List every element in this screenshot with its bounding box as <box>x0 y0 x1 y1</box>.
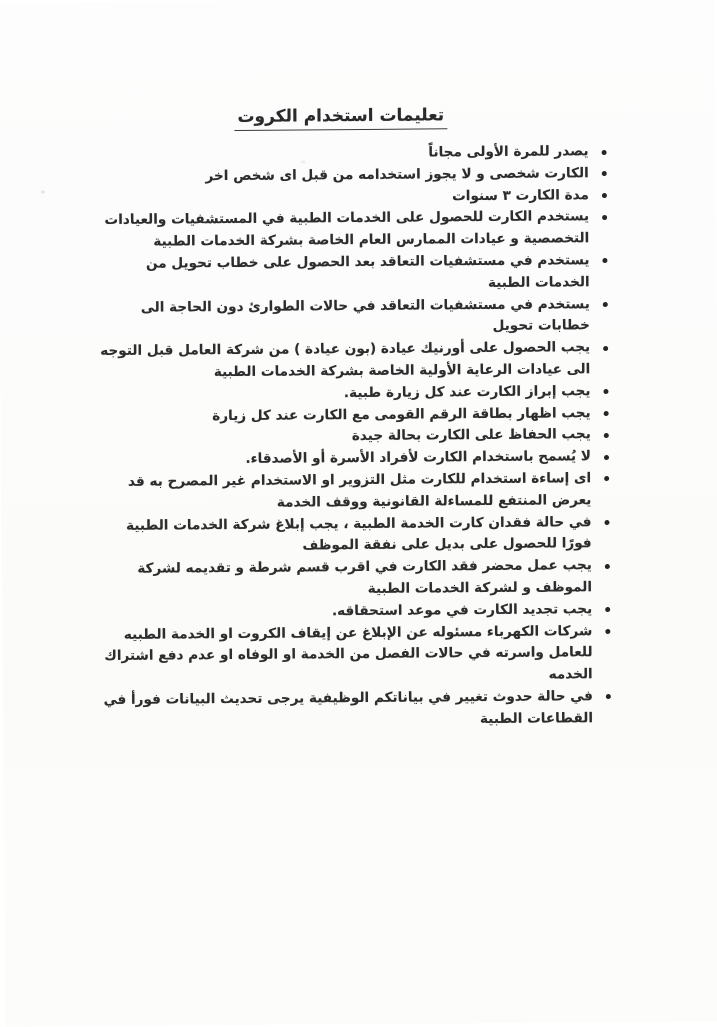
list-item <box>90 250 608 298</box>
bullet-dot-icon <box>605 476 610 481</box>
list-item <box>91 337 609 385</box>
bullet-dot-icon <box>605 520 610 525</box>
list-item-text: يجب الحصول على أورنيك عيادة (بون عيادة ) من شركة العامل قبل التوجه الى عيادات الرعاية الأولية الخاصة بشركة الخدمات الطبية <box>101 339 592 381</box>
list-item-text: يصدر للمرة الأولى مجاناً <box>429 143 590 161</box>
bullet-dot-icon <box>604 346 609 351</box>
list-item-text: اى إساءة استخدام للكارت مثل التزوير او الاستخدام غير المصرح به قد يعرض المنتفع للمساءلة القانونية ووقف الخدمة <box>128 470 593 511</box>
bullet-dot-icon <box>603 150 608 155</box>
bullet-dot-icon <box>606 564 611 569</box>
bullet-dot-icon <box>605 455 610 460</box>
list-item-text: يجب اظهار بطاقة الرقم القومى مع الكارت عند كل زيارة <box>213 404 592 424</box>
list-item <box>92 468 610 516</box>
list-item <box>90 206 608 254</box>
bullet-dot-icon <box>606 607 611 612</box>
bullet-dot-icon <box>603 193 608 198</box>
list-item-text: يجب تجديد الكارت في موعد استحقاقه. <box>332 600 594 619</box>
bullet-dot-icon <box>606 629 611 634</box>
list-item-text: يستخدم الكارت للحصول على الخدمات الطبية في المستشفيات والعيادات التخصصية و عيادات الممارس العام الخاصة بشركة الخدمات الطبية <box>105 208 591 250</box>
list-item <box>92 512 610 560</box>
list-item-text: يجب الحفاظ على الكارت بحالة جيدة <box>352 426 592 445</box>
list-item-text: يستخدم في مستشفيات التعاقد بعد الحصول على خطاب تحويل من الخدمات الطبية <box>146 252 591 291</box>
bullet-dot-icon <box>604 389 609 394</box>
list-item-text: الكارت شخصى و لا يجوز استخدامه من قبل اى شخص اخر <box>206 164 590 184</box>
list-item <box>93 621 611 690</box>
list-item-text: شركات الكهرباء مسئوله عن الإبلاغ عن إيقاف الكروت او الخدمة الطبيه للعامل واسرته في حالات الفصل من الخدمة او الوفاه او عدم دفع اشتراك الخدمه <box>105 622 594 683</box>
list-item-text: يستخدم في مستشفيات التعاقد في حالات الطوارئ دون الحاجة الى خطابات تحويل <box>141 295 592 335</box>
bullet-dot-icon <box>605 411 610 416</box>
scan-artifact <box>42 190 46 193</box>
list-item <box>91 294 609 342</box>
page-title: تعليمات استخدام الكروت <box>235 105 448 131</box>
list-item-text: في حالة فقدان كارت الخدمة الطبية ، يجب إبلاغ شركة الخدمات الطبية فورًا للحصول على بديل على نفقة الموظف <box>127 513 593 554</box>
list-item-text: لا يُسمح باستخدام الكارت لأفراد الأسرة أو الأصدقاء. <box>246 448 593 468</box>
list-item-text: يجب إبراز الكارت عند كل زيارة طبية. <box>344 382 592 401</box>
list-item <box>93 555 611 603</box>
list-item-text: يجب عمل محضر فقد الكارت في اقرب قسم شرطة و تقديمه لشركة الموظف و لشركة الخدمات الطبية <box>138 557 594 597</box>
list-item-text: في حالة حدوث تغيير في بياناتكم الوظيفية يرجى تحديث البيانات فورأ في القطاعات الطبية <box>104 688 595 727</box>
instructions-list <box>90 141 613 734</box>
bullet-dot-icon <box>603 259 608 264</box>
bullet-dot-icon <box>603 171 608 176</box>
bullet-dot-icon <box>607 694 612 699</box>
bullet-dot-icon <box>603 215 608 220</box>
bullet-dot-icon <box>605 433 610 438</box>
title-container <box>0 0 716 133</box>
list-item-text: مدة الكارت ٣ سنوات <box>453 186 590 204</box>
bullet-dot-icon <box>604 302 609 307</box>
list-item <box>94 686 612 734</box>
